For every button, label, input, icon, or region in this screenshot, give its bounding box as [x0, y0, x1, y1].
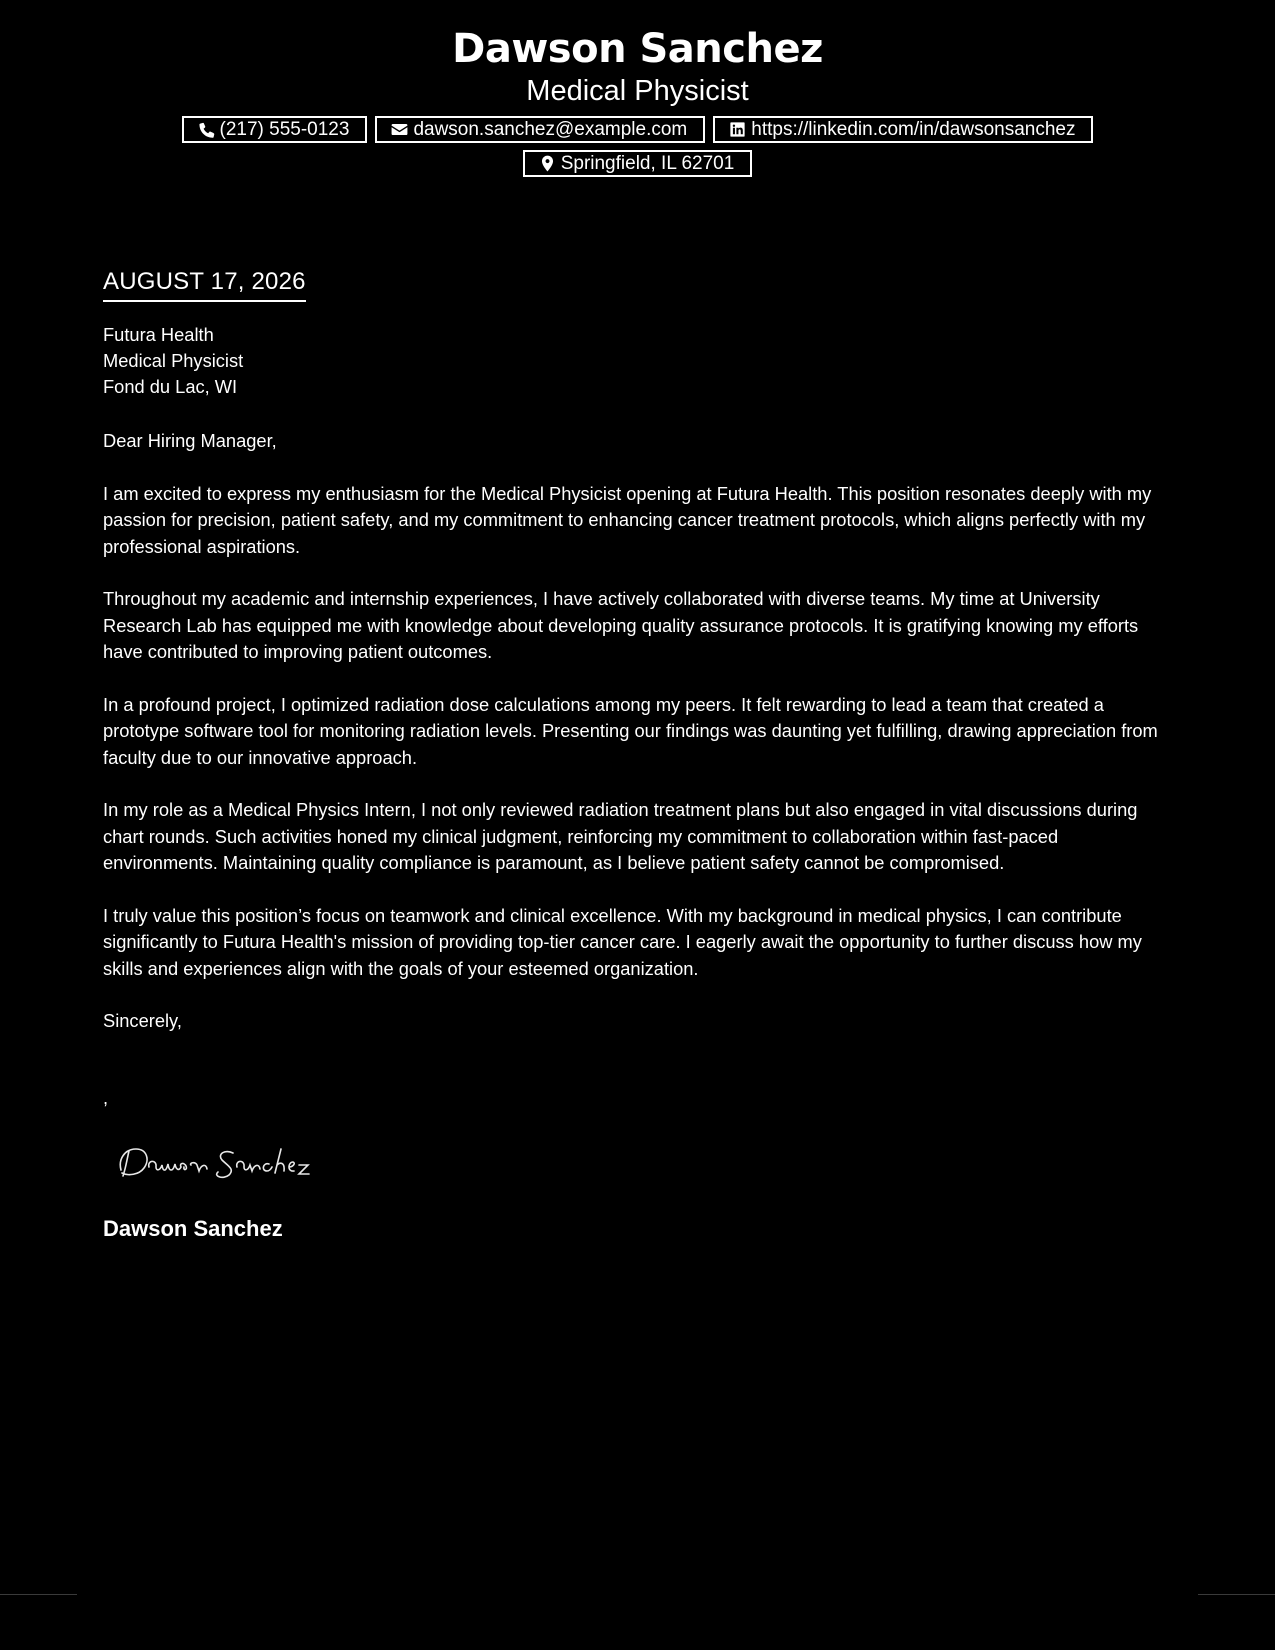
paragraph: In a profound project, I optimized radiation dose calculations among my peers. It felt rewarding to lead a team that created a prototype software tool for monitoring radiation levels. Presenting our findings was daunting yet fulfilling, drawing appreciation from faculty due to our innovative approach.: [103, 693, 1158, 768]
linkedin-icon: [728, 120, 747, 139]
letter-header: [0, 22, 1275, 177]
paragraph: Throughout my academic and internship experiences, I have actively collaborated with diverse teams. My time at University Research Lab has equipped me with knowledge about developing quality assurance protocols. It is gratifying knowing my efforts have contributed to improving patient outcomes.: [103, 588, 1139, 662]
phone-icon: [197, 120, 216, 139]
paragraph: I am excited to express my enthusiasm for the Medical Physicist opening at Futura Health. This position resonates deeply with my passion for precision, patient safety, and my commitment to enhancing cancer treatment protocols, which aligns perfectly with my professional aspirations.: [103, 482, 1152, 557]
location-chip[interactable]: [523, 150, 753, 177]
paragraph: In my role as a Medical Physics Intern, I not only reviewed radiation treatment plans but also engaged in vital discussions during chart rounds. Such activities honed my clinical judgment, reinforcing my commitment to collaboration within fast-paced environments. Maintaining quality compliance is paramount, as I believe patient safety cannot be compromised.: [103, 799, 1138, 873]
recipient-position: Medical Physicist: [103, 350, 244, 371]
envelope-icon: [390, 120, 409, 139]
letter-date: AUGUST 17, 2026: [103, 266, 306, 302]
map-pin-icon: [538, 154, 557, 173]
comma-line: ,: [103, 1086, 109, 1108]
footer-rule-left: [0, 1594, 77, 1595]
applicant-title: Medical Physicist: [526, 75, 749, 107]
linkedin-text: https://linkedin.com/in/dawsonsanchez: [751, 118, 1076, 140]
contact-row-1: [0, 116, 1275, 143]
recipient-location: Fond du Lac, WI: [103, 376, 238, 397]
paragraph: I truly value this position’s focus on teamwork and clinical excellence. With my background in medical physics, I can contribute significantly to Futura Health's mission of providing top-tier cancer care. I eagerly await the opportunity to further discuss how my skills and experiences align with the goals of your esteemed organization.: [103, 904, 1142, 979]
closing: Sincerely,: [103, 1010, 182, 1031]
linkedin-chip[interactable]: [713, 116, 1093, 143]
greeting: Dear Hiring Manager,: [103, 430, 277, 451]
email-chip[interactable]: [375, 116, 705, 143]
phone-chip[interactable]: [182, 116, 368, 143]
footer-rule-right: [1198, 1594, 1275, 1595]
recipient-company: Futura Health: [103, 324, 214, 345]
signed-name: Dawson Sanchez: [103, 1215, 283, 1241]
recipient-block: [103, 322, 1173, 400]
letter-body: [103, 266, 1173, 1243]
applicant-name: Dawson Sanchez: [452, 26, 823, 72]
signature-image: [109, 1129, 369, 1189]
location-text: Springfield, IL 62701: [560, 152, 735, 174]
phone-text: (217) 555-0123: [219, 118, 350, 140]
email-text: dawson.sanchez@example.com: [413, 118, 688, 140]
contact-row-2: [0, 150, 1275, 177]
